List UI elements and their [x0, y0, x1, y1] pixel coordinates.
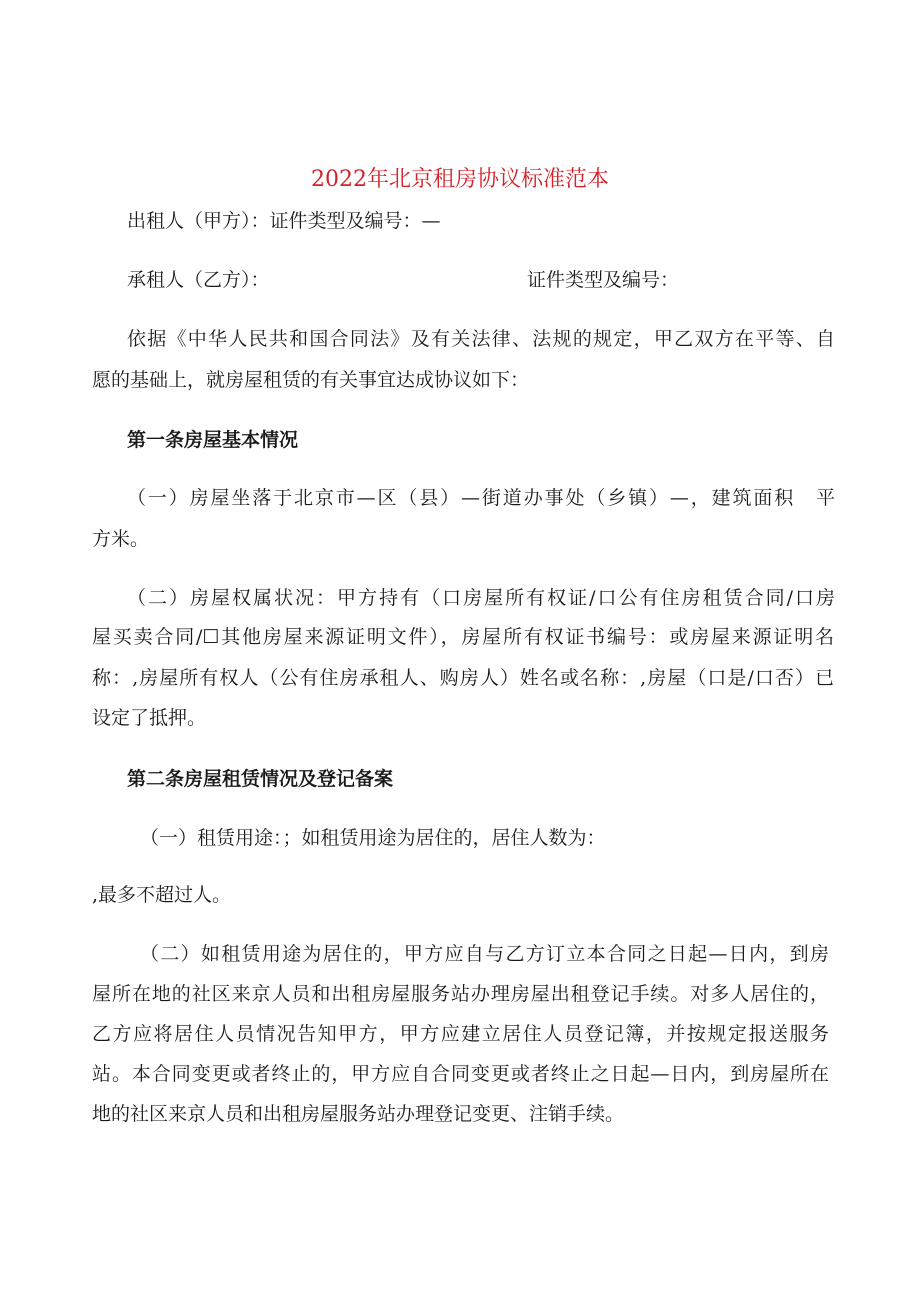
article-1-item-1-line-2: 方米。	[92, 528, 150, 550]
article-1-item-1-line-1: （一）房屋坐落于北京市—区（县）—街道办事处（乡镇）—，建筑面积 平	[127, 487, 835, 509]
lessor-line: 出租人（甲方）：证件类型及编号：—	[127, 210, 441, 232]
article-2-item-2-line-3: 乙方应将居住人员情况告知甲方，甲方应建立居住人员登记簿，并按规定报送服务	[92, 1023, 829, 1045]
lessee-label: 承租人（乙方）：	[127, 269, 270, 291]
article-2-item-1-line-1: （一）租赁用途：；如租赁用途为居住的，居住人数为：	[140, 827, 606, 849]
article-2-heading: 第二条房屋租赁情况及登记备案	[127, 768, 394, 790]
article-1-item-2-line-1: （二）房屋权属状况：甲方持有（口房屋所有权证/口公有住房租赁合同/口房	[127, 587, 835, 609]
article-2-item-2-line-5: 地的社区来京人员和出租房屋服务站办理登记变更、注销手续。	[92, 1103, 625, 1125]
article-2-item-2-line-4: 站。本合同变更或者终止的，甲方应自合同变更或者终止之日起—日内，到房屋所在	[92, 1063, 829, 1085]
article-2-item-2-line-1: （二）如租赁用途为居住的，甲方应自与乙方订立本合同之日起—日内，到房	[140, 943, 829, 965]
intro-line-2: 愿的基础上，就房屋租赁的有关事宜达成协议如下：	[92, 369, 530, 391]
article-1-heading: 第一条房屋基本情况	[127, 429, 299, 451]
lessee-id-label: 证件类型及编号：	[527, 269, 680, 291]
article-1-item-2-line-3: 称：,房屋所有权人（公有住房承租人、购房人）姓名或名称：,房屋（口是/口否）已	[92, 667, 834, 689]
article-1-item-2-line-4: 设定了抵押。	[92, 707, 207, 729]
article-2-item-1-line-2: ,最多不超过人。	[92, 884, 232, 906]
intro-line-1: 依据《中华人民共和国合同法》及有关法律、法规的规定，甲乙双方在平等、自	[127, 328, 835, 350]
article-2-item-2-line-2: 屋所在地的社区来京人员和出租房屋服务站办理房屋出租登记手续。对多人居住的，	[92, 983, 829, 1005]
article-1-item-2-line-2: 屋买卖合同/☐其他房屋来源证明文件），房屋所有权证书编号：或房屋来源证明名	[92, 626, 834, 648]
document-title: 2022年北京租房协议标准范本	[311, 167, 609, 192]
